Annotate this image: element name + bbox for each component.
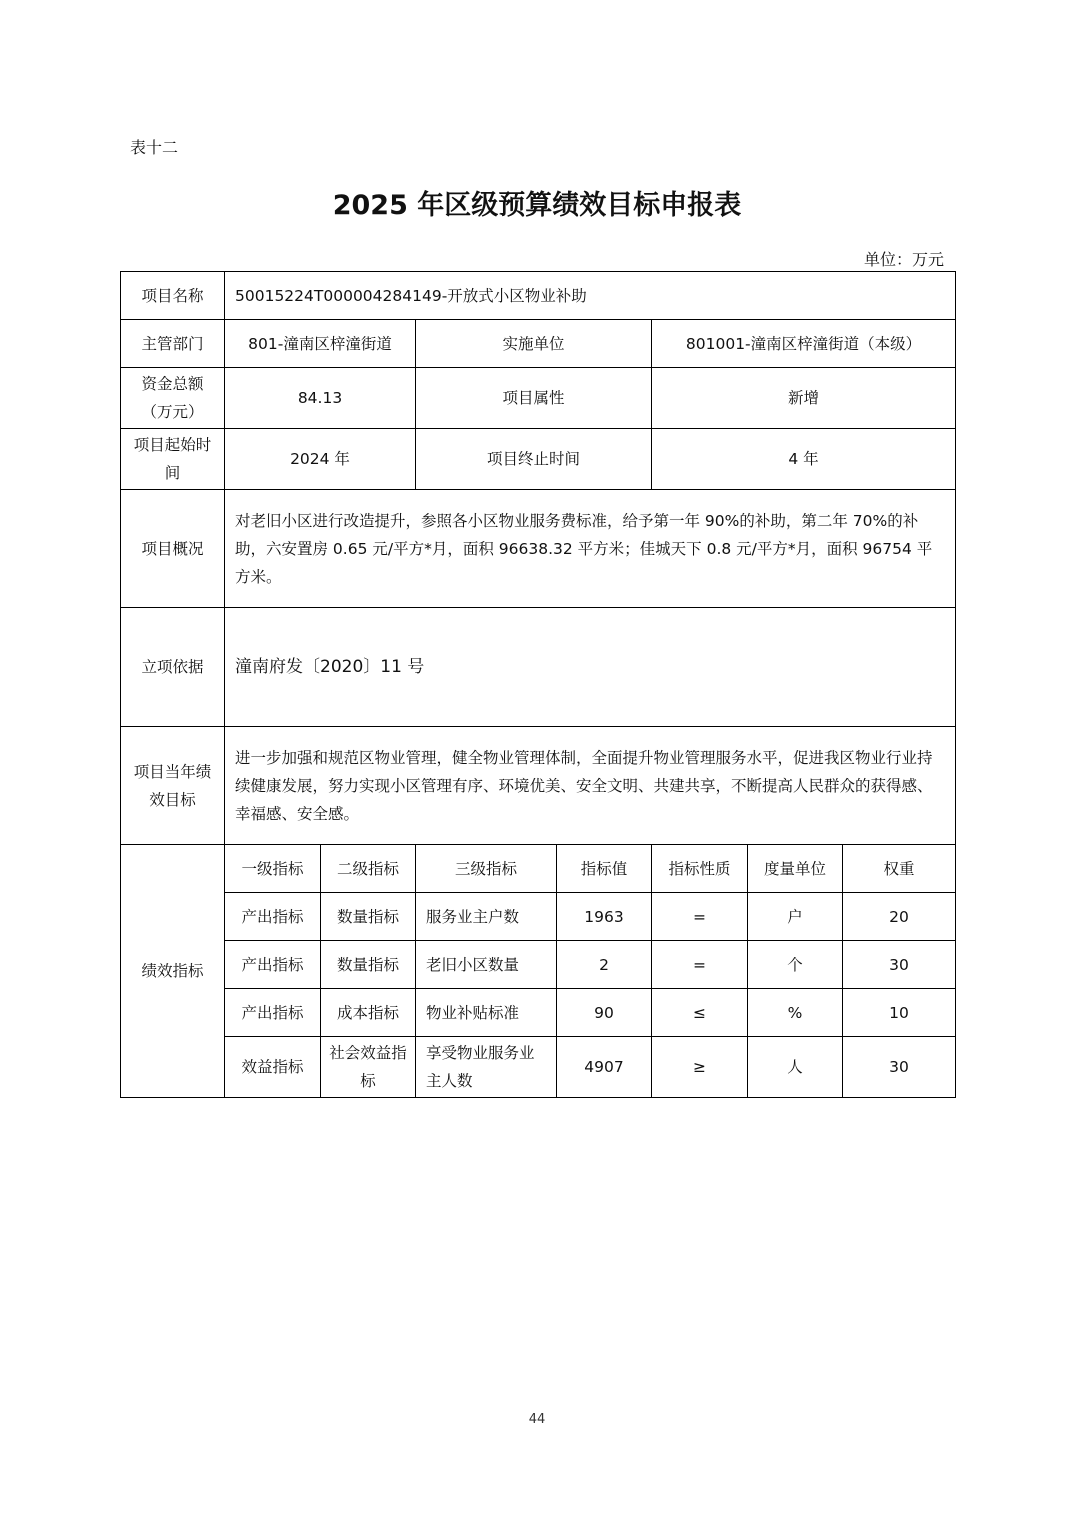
level1-cell: 产出指标 (225, 893, 321, 941)
nature-cell: = (652, 941, 748, 989)
document-title: 2025 年区级预算绩效目标申报表 (332, 190, 742, 221)
impl-unit-value: 801001-潼南区梓潼街道（本级） (652, 320, 956, 368)
start-time-value: 2024 年 (225, 429, 416, 490)
level3-cell: 物业补贴标准 (416, 989, 557, 1037)
level1-cell: 效益指标 (225, 1037, 321, 1098)
overview-text: 对老旧小区进行改造提升，参照各小区物业服务费标准，给予第一年 90%的补助，第二年 70%的补助，六安置房 0.65 元/平方*月，面积 96638.32 平方米；佳城天下 0.8 元/平方*月，面积 96754 平方米。 (225, 490, 956, 608)
department-label: 主管部门 (121, 320, 225, 368)
header-nature: 指标性质 (652, 845, 748, 893)
nature-cell: ≤ (652, 989, 748, 1037)
unit-cell: % (748, 989, 843, 1037)
project-attr-value: 新增 (652, 368, 956, 429)
level2-cell: 数量指标 (321, 941, 416, 989)
department-value: 801-潼南区梓潼街道 (225, 320, 416, 368)
level1-cell: 产出指标 (225, 989, 321, 1037)
goal-text: 进一步加强和规范区物业管理，健全物业管理体制，全面提升物业管理服务水平，促进我区物业行业持续健康发展，努力实现小区管理有序、环境优美、安全文明、共建共享，不断提高人民群众的获得感、幸福感、安全感。 (225, 727, 956, 845)
project-attr-label: 项目属性 (416, 368, 652, 429)
table-row (121, 941, 956, 989)
level3-cell: 老旧小区数量 (416, 941, 557, 989)
table-label: 表十二 (130, 138, 179, 157)
row-project-name (121, 272, 956, 320)
indicator-header-row (121, 845, 956, 893)
row-overview (121, 490, 956, 608)
unit-cell: 户 (748, 893, 843, 941)
table-row (121, 893, 956, 941)
table-row (121, 1037, 956, 1098)
project-name-value: 50015224T000004284149-开放式小区物业补助 (225, 272, 956, 320)
row-funds (121, 368, 956, 429)
header-weight: 权重 (843, 845, 956, 893)
goal-label: 项目当年绩效目标 (121, 727, 225, 845)
overview-label: 项目概况 (121, 490, 225, 608)
funds-label: 资金总额（万元） (121, 368, 225, 429)
level3-cell: 享受物业服务业主人数 (416, 1037, 557, 1098)
unit-cell: 人 (748, 1037, 843, 1098)
row-basis (121, 608, 956, 727)
value-cell: 1963 (557, 893, 652, 941)
header-level2: 二级指标 (321, 845, 416, 893)
unit-label: 单位：万元 (863, 250, 944, 269)
level1-cell: 产出指标 (225, 941, 321, 989)
budget-performance-table (120, 271, 956, 1098)
basis-text: 潼南府发〔2020〕11 号 (225, 608, 956, 727)
weight-cell: 30 (843, 941, 956, 989)
funds-value: 84.13 (225, 368, 416, 429)
nature-cell: = (652, 893, 748, 941)
nature-cell: ≥ (652, 1037, 748, 1098)
end-time-value: 4 年 (652, 429, 956, 490)
start-time-label: 项目起始时间 (121, 429, 225, 490)
table-row (121, 989, 956, 1037)
header-level1: 一级指标 (225, 845, 321, 893)
header-value: 指标值 (557, 845, 652, 893)
header-level3: 三级指标 (416, 845, 557, 893)
project-name-label: 项目名称 (121, 272, 225, 320)
row-period (121, 429, 956, 490)
value-cell: 4907 (557, 1037, 652, 1098)
end-time-label: 项目终止时间 (416, 429, 652, 490)
row-department (121, 320, 956, 368)
indicators-label: 绩效指标 (121, 845, 225, 1098)
level2-cell: 社会效益指标 (321, 1037, 416, 1098)
impl-unit-label: 实施单位 (416, 320, 652, 368)
row-goal (121, 727, 956, 845)
unit-cell: 个 (748, 941, 843, 989)
weight-cell: 20 (843, 893, 956, 941)
level2-cell: 成本指标 (321, 989, 416, 1037)
header-unit: 度量单位 (748, 845, 843, 893)
value-cell: 90 (557, 989, 652, 1037)
level3-cell: 服务业主户数 (416, 893, 557, 941)
weight-cell: 30 (843, 1037, 956, 1098)
basis-label: 立项依据 (121, 608, 225, 727)
level2-cell: 数量指标 (321, 893, 416, 941)
value-cell: 2 (557, 941, 652, 989)
weight-cell: 10 (843, 989, 956, 1037)
page-number: 44 (528, 1412, 546, 1427)
